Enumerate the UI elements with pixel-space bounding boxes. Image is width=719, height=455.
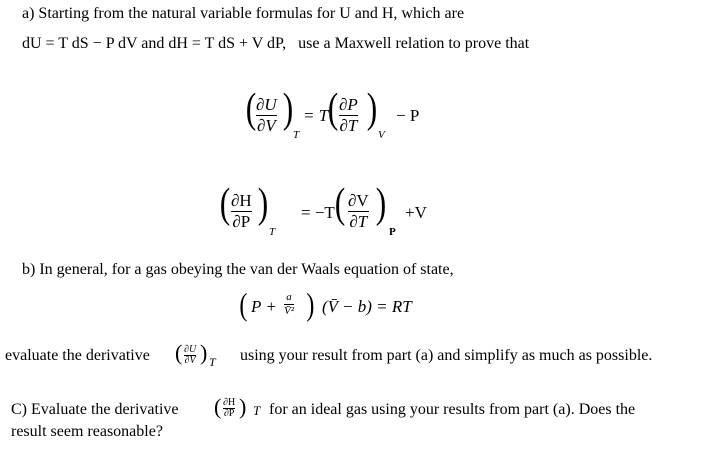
eq1-equals-T: = T: [303, 106, 329, 125]
eq2-rhs-open-paren: (: [334, 181, 346, 227]
eval-sub: T: [209, 355, 216, 369]
vdw-a: a: [286, 291, 292, 303]
eq2-lhs-num: ∂H: [231, 191, 252, 210]
eq2-tail: +V: [405, 203, 427, 222]
vdw-close-paren: ): [306, 286, 315, 322]
eq2-rhs-num: ∂V: [348, 191, 369, 210]
part-c-pre: C) Evaluate the derivative: [11, 401, 179, 418]
eval-num: ∂U: [184, 344, 197, 355]
part-a-line2: [22, 34, 529, 54]
vdw-fraction: [284, 292, 294, 317]
part-c-post: for an ideal gas using your results from part (a). Does the: [269, 401, 636, 418]
part-b-eval-pre: evaluate the derivative: [5, 347, 150, 364]
eq1-tail: − P: [396, 106, 420, 125]
eq1-rhs-sub: V: [378, 129, 385, 141]
c-fraction: [223, 398, 235, 419]
eq2-rhs-den: ∂T: [349, 212, 368, 231]
vdw-V2: V̄²: [284, 305, 295, 317]
eq2-rhs-sub: P: [389, 226, 396, 238]
eq1-rhs-close-paren: ): [366, 86, 378, 132]
eval-fraction: [184, 345, 196, 366]
eq1-lhs-den: ∂V: [256, 116, 276, 135]
vdw-P: P +: [251, 297, 277, 316]
part-b-line1: b) In general, for a gas obeying the van der Waals equation of state,: [22, 261, 454, 278]
vdw-open-paren: (: [239, 286, 248, 322]
eq2-lhs-fraction: [231, 192, 252, 231]
eq2-lhs-sub: T: [269, 226, 276, 238]
eq1-lhs-fraction: [256, 96, 277, 135]
eval-close-paren: ): [200, 340, 208, 365]
eq2-lhs-open-paren: (: [219, 181, 231, 227]
eval-den: ∂V: [184, 355, 196, 366]
eq1-lhs-open-paren: (: [245, 86, 257, 132]
eq2-rhs-fraction: [348, 192, 369, 231]
eq1-rhs-open-paren: (: [327, 86, 339, 132]
part-a-instruction: use a Maxwell relation to prove that: [298, 35, 530, 52]
vdw-rest: (V̄ − b) = RT: [322, 297, 412, 316]
eq1-rhs-den: ∂T: [339, 116, 358, 135]
eq1-lhs-close-paren: ): [282, 86, 294, 132]
eq2-equals-T: = −T: [301, 203, 335, 222]
c-open-paren: (: [214, 394, 222, 419]
part-b-eval-post: using your result from part (a) and simplify as much as possible.: [240, 347, 653, 364]
c-close-paren: ): [239, 394, 247, 419]
c-den: ∂P: [223, 408, 235, 419]
eq1-lhs-num: ∂U: [256, 95, 277, 114]
part-c-line2: result seem reasonable?: [11, 423, 163, 440]
part-a-given-equations: dU = T dS − P dV and dH = T dS + V dP,: [22, 35, 287, 52]
eval-open-paren: (: [175, 340, 183, 365]
eq1-lhs-sub: T: [293, 129, 300, 141]
eq1-rhs-fraction: [339, 96, 358, 135]
c-sub: T: [253, 403, 261, 418]
c-num: ∂H: [223, 397, 236, 408]
eq2-lhs-close-paren: ): [257, 181, 269, 227]
eq2-lhs-den: ∂P: [232, 212, 251, 231]
part-a-line1: a) Starting from the natural variable formulas for U and H, which are: [22, 5, 465, 22]
eq1-rhs-num: ∂P: [339, 95, 358, 114]
eq2-rhs-close-paren: ): [375, 181, 387, 227]
